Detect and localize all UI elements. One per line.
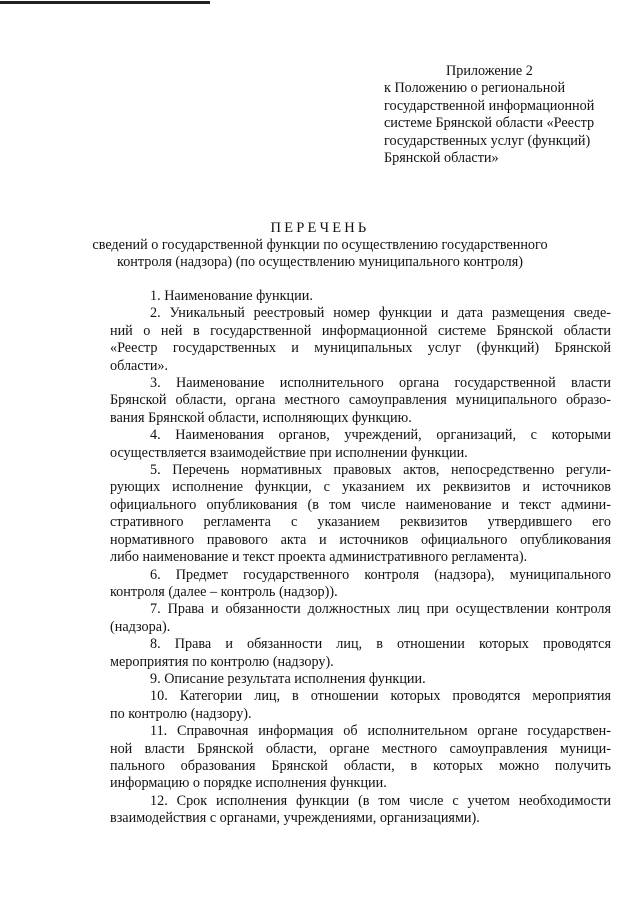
subtitle-line: сведений о государственной функции по осуществлению государственного	[92, 237, 548, 253]
list-item-line: «Реестр государственных и муниципальных услуг (функций) Брянской	[110, 340, 611, 357]
list-item	[110, 375, 611, 427]
list-item-line: 1. Наименование функции.	[150, 288, 313, 304]
list-item-line: вания Брянской области, исполняющих функцию.	[110, 409, 412, 426]
list-item-line: взаимодействия с органами, учреждениями, организациями).	[110, 810, 480, 827]
list-item	[110, 601, 611, 636]
list-item-line: 7. Права и обязанности должностных лиц при осуществлении контроля	[150, 601, 611, 618]
appendix-line: системе Брянской области «Реестр	[384, 115, 595, 132]
top-rule	[0, 1, 210, 4]
list-item	[110, 427, 611, 462]
list-item-line: нормативного правового акта и источников официального опубликования	[110, 531, 611, 548]
list-item-line: пального образования Брянской области, в которых можно получить	[110, 757, 611, 774]
list-item-line: официального опубликования (в том числе наименование и текст админи-	[110, 496, 611, 513]
appendix-line: к Положению о региональной	[384, 80, 566, 97]
list-item-line: 11. Справочная информация об исполнительном органе государствен-	[150, 723, 611, 740]
subtitle-line: контроля (надзора) (по осуществлению муниципального контроля)	[117, 254, 523, 271]
document-title: ПЕРЕЧЕНЬ	[270, 220, 370, 236]
list-item-line: либо наименование и текст проекта административного регламента).	[110, 549, 528, 566]
document-subtitle	[80, 237, 560, 271]
list-item-line: стративного регламента с указанием реквизитов утвердившего его	[110, 514, 611, 531]
list-item-line: ний о ней в государственной информационной системе Брянской области	[110, 322, 611, 339]
list-item-line: 4. Наименования органов, учреждений, организаций, с которыми	[150, 427, 611, 444]
items-list	[110, 288, 611, 828]
list-item-line: рующих исполнение функции, с указанием их реквизитов и источников	[110, 479, 611, 496]
list-item-line: области».	[110, 357, 169, 374]
list-item-line: Брянской области, органа местного самоуправления муниципального образо-	[110, 392, 611, 409]
list-item-line: по контролю (надзору).	[110, 705, 252, 722]
list-item-line: 9. Описание результата исполнения функции.	[150, 670, 426, 687]
list-item	[110, 288, 611, 305]
appendix-line: государственной информационной	[384, 97, 595, 114]
appendix-line: Приложение 2	[446, 63, 533, 79]
list-item-line: 12. Срок исполнения функции (в том числе с учетом необходимости	[150, 792, 611, 809]
list-item	[110, 462, 611, 566]
list-item	[110, 793, 611, 828]
list-item-line: 6. Предмет государственного контроля (надзора), муниципального	[150, 566, 611, 583]
list-item-line: ной власти Брянской области, органе местного самоуправления муници-	[110, 740, 611, 757]
list-item	[110, 723, 611, 793]
list-item-line: (надзора).	[110, 618, 171, 635]
list-item-line: 5. Перечень нормативных правовых актов, непосредственно регули-	[150, 462, 611, 479]
appendix-line: государственных услуг (функций)	[384, 132, 591, 149]
list-item	[110, 305, 611, 375]
list-item	[110, 671, 611, 688]
list-item-line: 3. Наименование исполнительного органа государственной власти	[150, 375, 611, 392]
list-item-line: информацию о порядке исполнения функции.	[110, 775, 387, 792]
list-item-line: мероприятия по контролю (надзору).	[110, 653, 334, 670]
list-item-line: контроля (далее – контроль (надзор)).	[110, 583, 338, 600]
list-item-line: 10. Категории лиц, в отношении которых проводятся мероприятия	[150, 688, 611, 705]
list-item	[110, 567, 611, 602]
list-item	[110, 688, 611, 723]
list-item-line: 2. Уникальный реестровый номер функции и дата размещения сведе-	[150, 305, 611, 322]
list-item-line: осуществляется взаимодействие при исполнении функции.	[110, 444, 468, 461]
appendix-block	[384, 63, 624, 167]
appendix-line: Брянской области»	[384, 150, 499, 167]
list-item	[110, 636, 611, 671]
list-item-line: 8. Права и обязанности лиц, в отношении которых проводятся	[150, 636, 611, 653]
